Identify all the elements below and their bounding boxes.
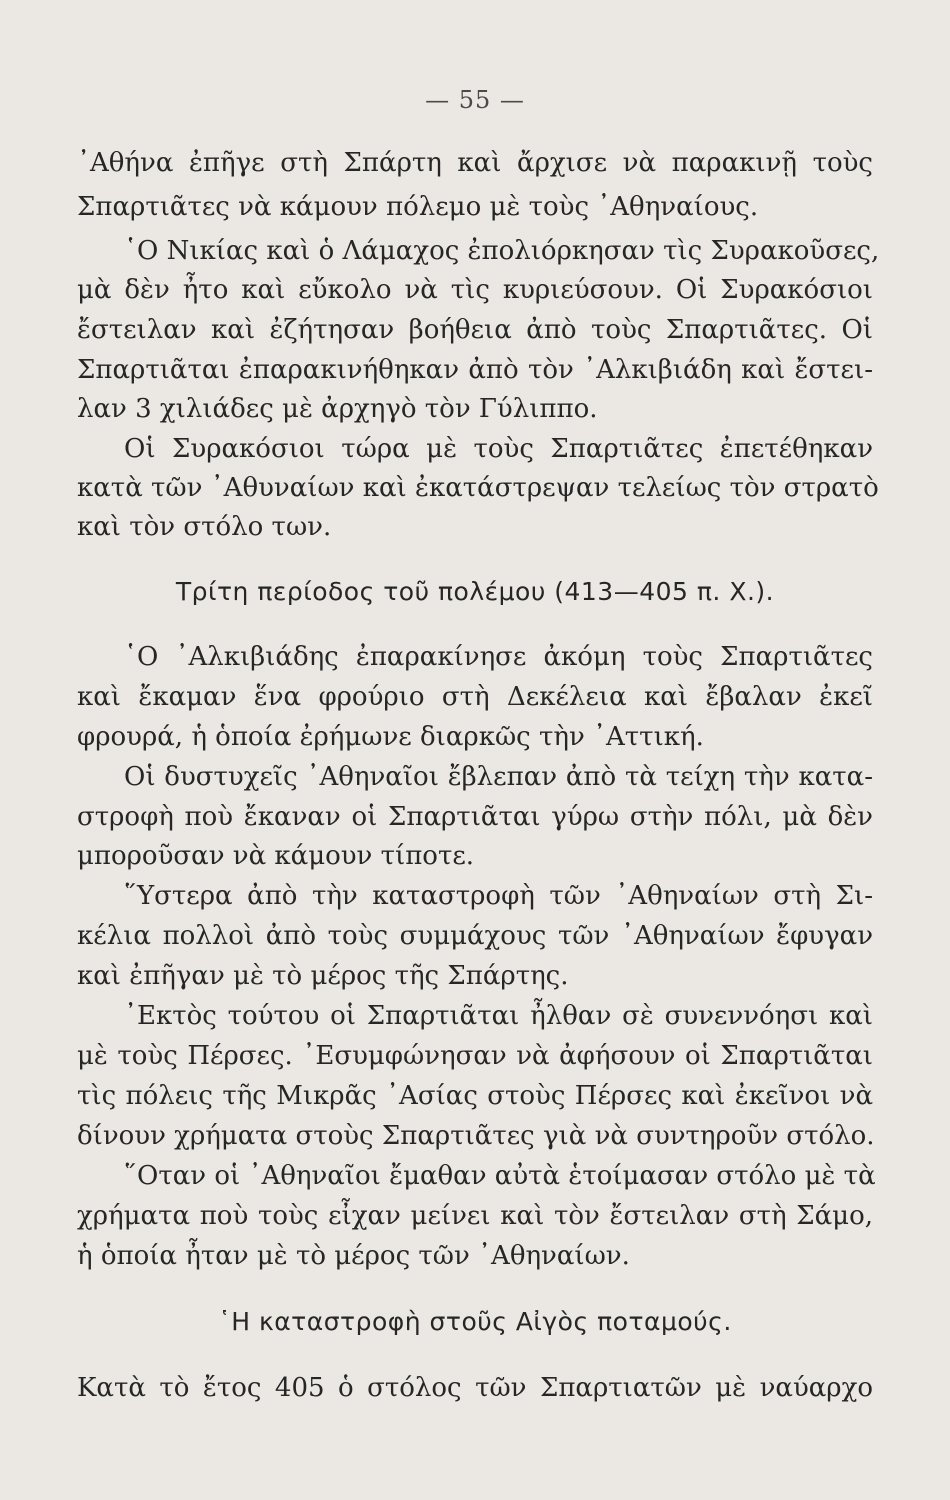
text-line: στροφὴ ποὺ ἔκαναν οἱ Σπαρτιᾶται γύρω στὴν πόλι, μὰ δὲν (77, 802, 873, 832)
text-line: Οἱ δυστυχεῖς ᾿Αθηναῖοι ἔβλεπαν ἀπὸ τὰ τείχη τὴν κατα- (124, 762, 873, 792)
text-line: ἔστειλαν καὶ ἐζήτησαν βοήθεια ἀπὸ τοὺς Σπαρτιᾶτες. Οἱ (77, 315, 873, 345)
text-line: ᾿Εκτὸς τούτου οἱ Σπαρτιᾶται ἦλθαν σὲ συνεννόησι καὶ (124, 1001, 873, 1031)
text-line: κέλια πολλοὶ ἀπὸ τοὺς συμμάχους τῶν ᾿Αθηναίων ἔφυγαν (77, 921, 873, 951)
text-line: ῾Ο Νικίας καὶ ὁ Λάμαχος ἐπολιόρκησαν τὶς Συρακοῦσες, (124, 236, 880, 266)
text-line: ἡ ὁποία ἦταν μὲ τὸ μέρος τῶν ᾿Αθηναίων. (77, 1241, 630, 1271)
text-line: Σπαρτιᾶται ἐπαρακινήθηκαν ἀπὸ τὸν ᾿Αλκιβιάδη καὶ ἔστει- (77, 355, 873, 385)
text-line: ῞Οταν οἱ ᾿Αθηναῖοι ἔμαθαν αὐτὰ ἑτοίμασαν στόλο μὲ τὰ (124, 1161, 876, 1191)
text-line: Οἱ Συρακόσιοι τώρα μὲ τοὺς Σπαρτιᾶτες ἐπετέθηκαν (124, 434, 873, 464)
text-line: ῾Ο ᾿Αλκιβιάδης ἐπαρακίνησε ἀκόμη τοὺς Σπαρτιᾶτες (124, 642, 873, 672)
page-number: — 55 — (425, 86, 525, 114)
text-line: Σπαρτιᾶτες νὰ κάμουν πόλεμο μὲ τοὺς ᾿Αθηναίους. (77, 192, 759, 222)
section-heading: Τρίτη περίοδος τοῦ πολέμου (413—405 π. Χ.). (175, 577, 775, 606)
text-line: φρουρά, ἡ ὁποία ἐρήμωνε διαρκῶς τὴν ᾿Αττική. (77, 722, 704, 752)
text-line: μὲ τοὺς Πέρσες. ᾿Εσυμφώνησαν νὰ ἀφήσουν οἱ Σπαρτιᾶται (77, 1041, 873, 1071)
text-line: Κατὰ τὸ ἔτος 405 ὁ στόλος τῶν Σπαρτιατῶν μὲ ναύαρχο (77, 1373, 873, 1403)
text-line: δίνουν χρήματα στοὺς Σπαρτιᾶτες γιὰ νὰ συντηροῦν στόλο. (77, 1121, 875, 1151)
text-line: κατὰ τῶν ᾿Αθυναίων καὶ ἐκατάστρεψαν τελείως τὸν στρατὸ (77, 473, 879, 503)
text-line: καὶ ἔκαμαν ἕνα φρούριο στὴ Δεκέλεια καὶ ἔβαλαν ἐκεῖ (77, 682, 873, 712)
text-line: λαν 3 χιλιάδες μὲ ἀρχηγὸ τὸν Γύλιππο. (77, 394, 598, 424)
text-line: καὶ ἐπῆγαν μὲ τὸ μέρος τῆς Σπάρτης. (77, 961, 569, 991)
text-line: καὶ τὸν στόλο των. (77, 512, 332, 542)
text-line: τὶς πόλεις τῆς Μικρᾶς ᾿Ασίας στοὺς Πέρσες καὶ ἐκεῖνοι νὰ (77, 1081, 873, 1111)
text-line: χρήματα ποὺ τοὺς εἶχαν μείνει καὶ τὸν ἔστειλαν στὴ Σάμο, (77, 1201, 873, 1231)
text-line: μὰ δὲν ἦτο καὶ εὔκολο νὰ τὶς κυριεύσουν. Οἱ Συρακόσιοι (77, 275, 873, 305)
text-line: ῞Υστερα ἀπὸ τὴν καταστροφὴ τῶν ᾿Αθηναίων στὴ Σι- (124, 881, 873, 911)
section-heading: ῾Η καταστροφὴ στοῦς Αἰγὸς ποταμούς. (218, 1307, 732, 1336)
text-line: ᾿Αθήνα ἐπῆγε στὴ Σπάρτη καὶ ἄρχισε νὰ παρακινῇ τοὺς (77, 148, 873, 178)
text-line: μποροῦσαν νὰ κάμουν τίποτε. (77, 841, 475, 871)
